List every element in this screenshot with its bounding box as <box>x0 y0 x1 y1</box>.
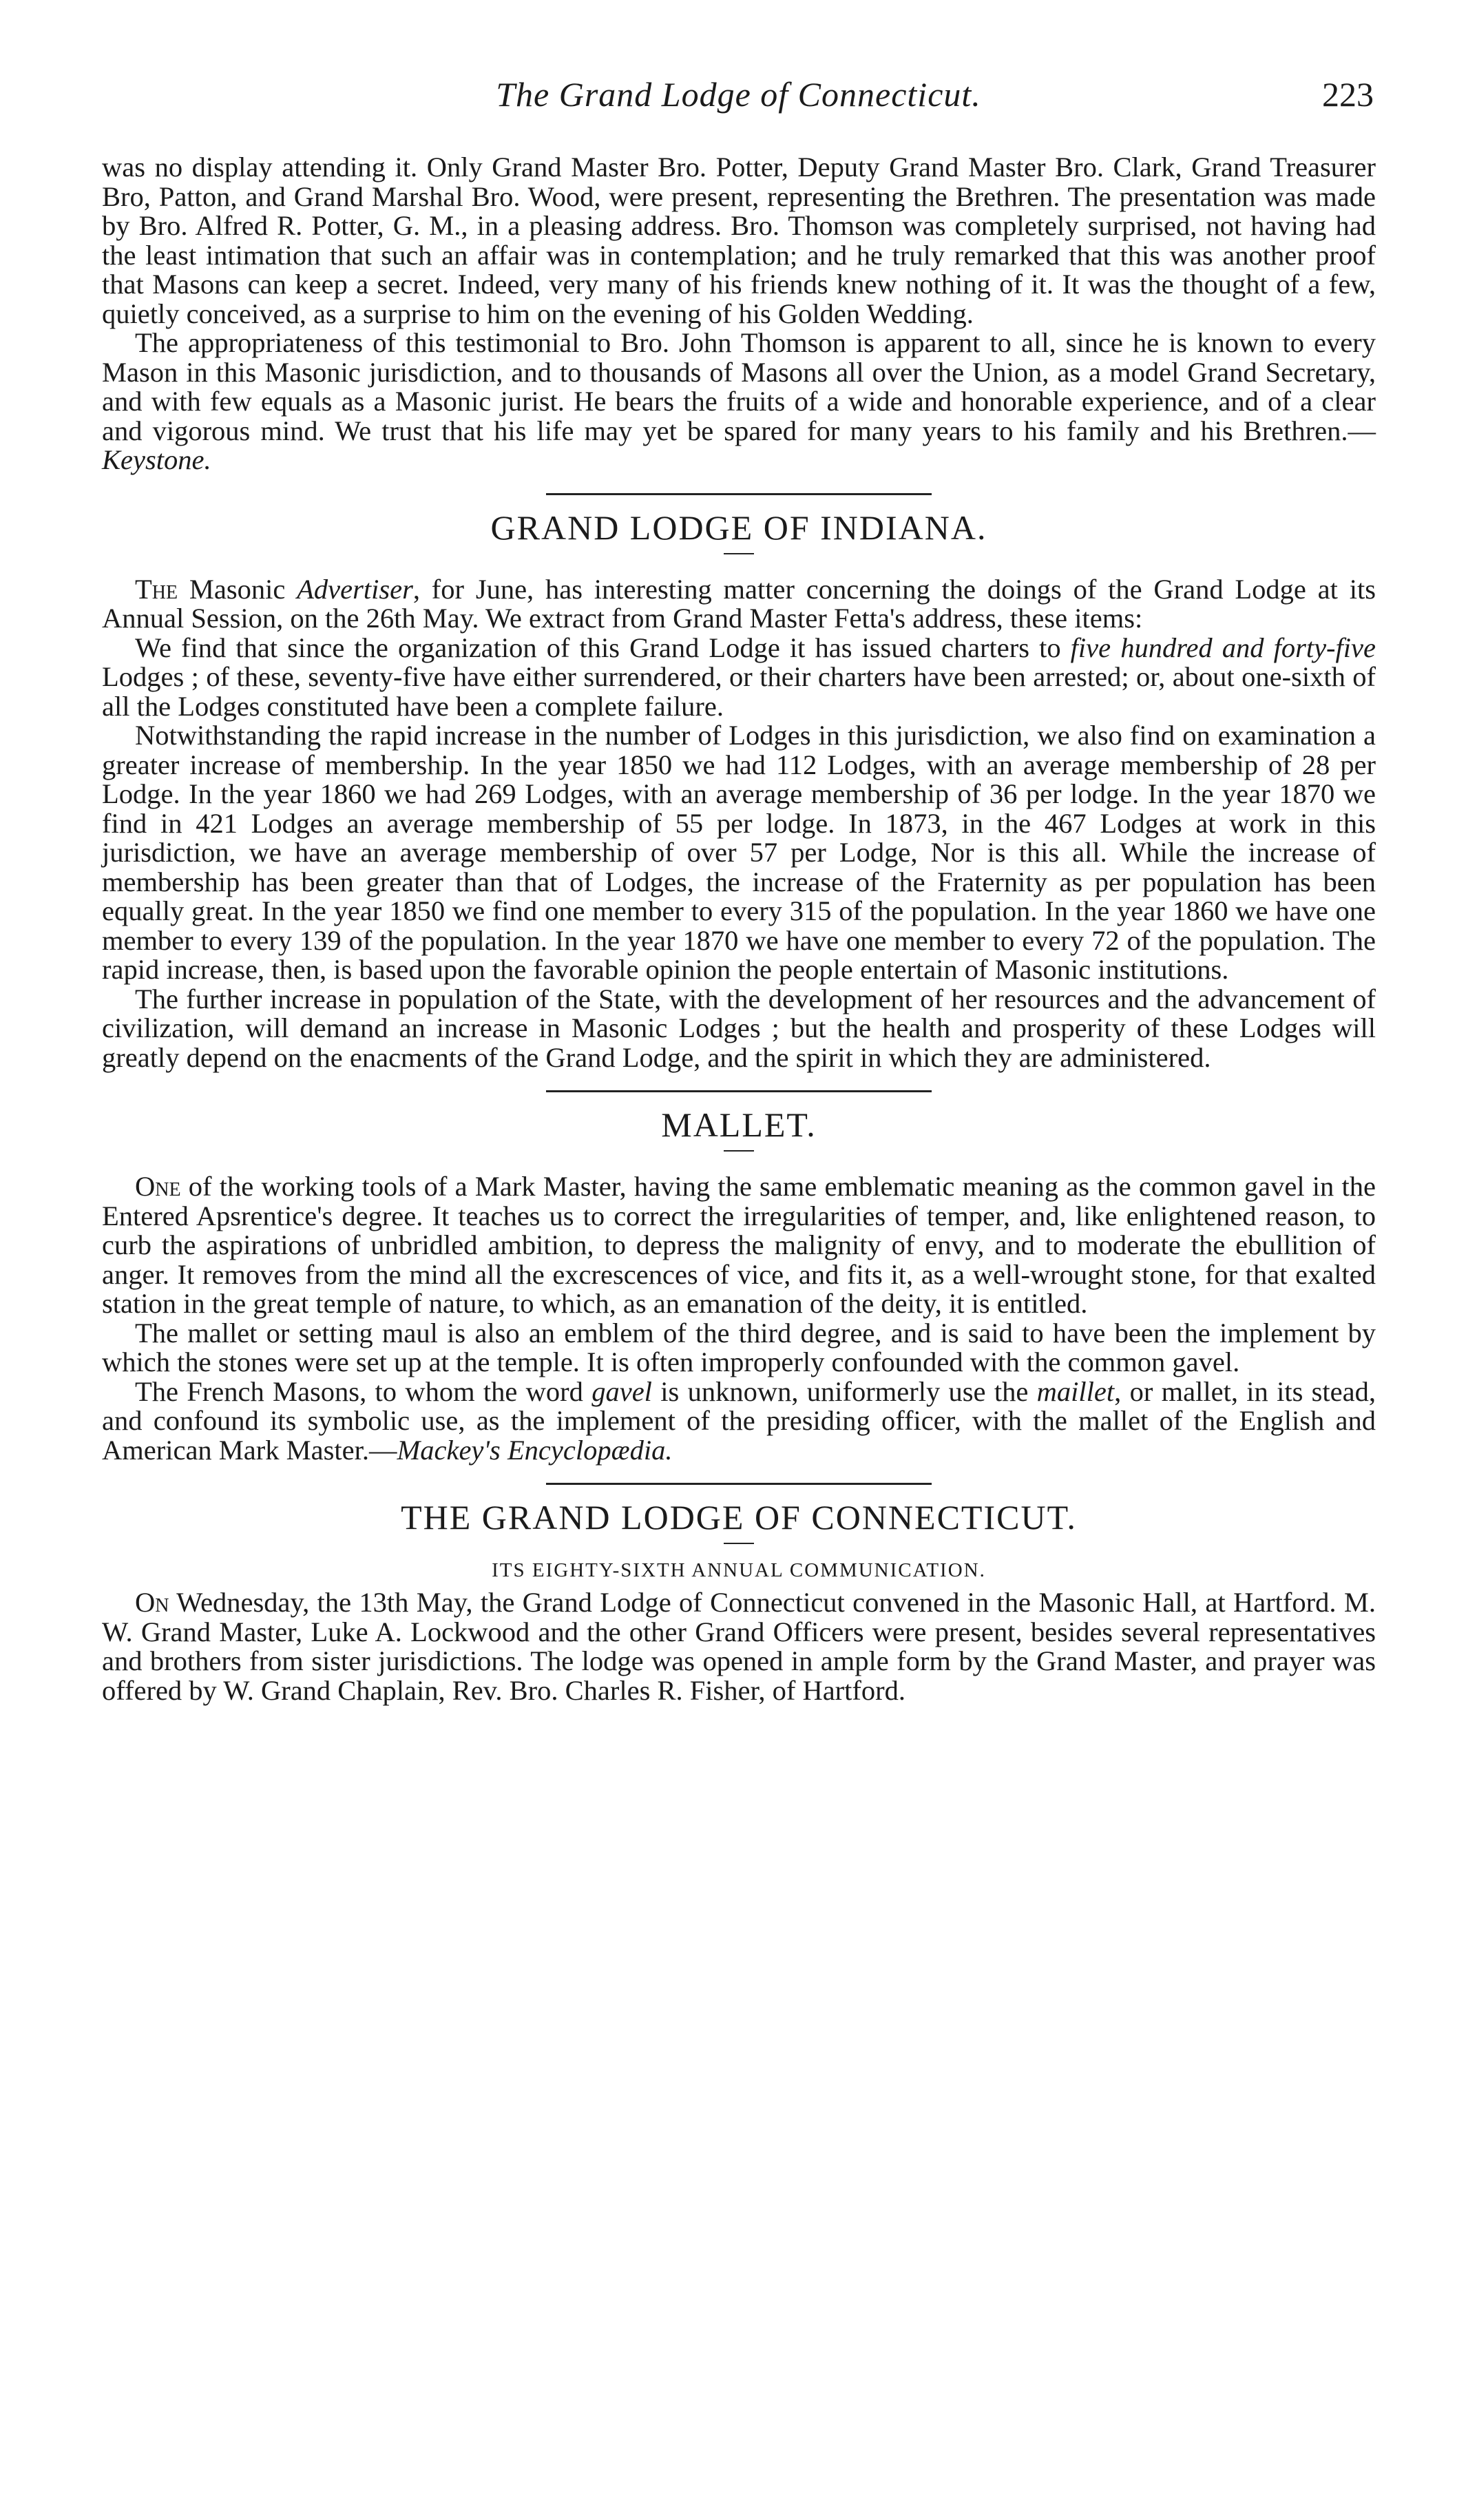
section-divider <box>546 1483 932 1485</box>
running-head-title: The Grand Lodge of Connecticut. <box>496 75 981 114</box>
paragraph-charters <box>102 634 1376 722</box>
text-run: of the working tools of a Mark Master, having the same emblematic meaning as the common gavel in the Entered Apsrentice's degree. It teaches us to correct the irregularities of temper, and, like enlightened reason, to curb the aspirations of unbridled ambition, to depress the malignity of envy, and to moderate the ebullition of anger. It removes from the mind all the excrescences of vice, and fits it, as a well-wrought stone, for that exalted station in the great temple of nature, to which, as an emanation of the deity, it is entitled. <box>102 1171 1376 1319</box>
lead-word: The <box>135 573 178 605</box>
charter-count: five hundred and forty-five <box>1070 632 1376 663</box>
heading-dash <box>724 1543 754 1544</box>
text-run: We find that since the organization of this Grand Lodge it has issued charters to <box>135 632 1071 663</box>
text-run: , or mallet, in its stead, and confound its symbolic use, as the implement of the presiding officer, with the mallet of the English and American Mark Master.— <box>102 1375 1376 1466</box>
text-run: The French Masons, to whom the word <box>135 1375 592 1407</box>
text-run: Wednesday, the 13th May, the Grand Lodge of Connecticut convened in the Masonic Hall, at Hartford. M. W. Grand Master, Luke A. Lockwood and the other Grand Officers were present, besides several representatives and brothers from sister jurisdictions. The lodge was opened in ample form by the Grand Master, and prayer was offered by W. Grand Chaplain, Rev. Bro. Charles R. Fisher, of Hartford. <box>102 1587 1376 1706</box>
source-mackey: Mackey's Encyclopædia. <box>397 1434 673 1466</box>
page-number: 223 <box>1322 75 1374 114</box>
section-connecticut <box>102 1497 1376 1705</box>
term-gavel: gavel <box>591 1375 652 1407</box>
publication-name: Advertiser <box>297 573 413 605</box>
text-run: is unknown, uniformerly use the <box>651 1375 1037 1407</box>
term-maillet: maillet <box>1036 1375 1115 1407</box>
section-divider <box>546 1090 932 1092</box>
heading-dash <box>724 553 754 554</box>
paragraph-french-masons <box>102 1377 1376 1466</box>
text-run: Masonic <box>178 573 297 605</box>
paragraph-advertiser <box>102 575 1376 634</box>
source-keystone: Keystone. <box>102 444 211 475</box>
heading-indiana: GRAND LODGE OF INDIANA. <box>490 508 987 547</box>
section-indiana <box>102 508 1376 1073</box>
paragraph-appropriateness <box>102 329 1376 475</box>
paragraph-setting-maul: The mallet or setting maul is also an emblem of the third degree, and is said to have been the implement by which the stones were set up at the temple. It is often improperly confounded with the common gavel. <box>102 1317 1376 1377</box>
section-thomson-testimonial <box>102 153 1376 475</box>
page-content <box>102 153 1376 1705</box>
paragraph-membership: Notwithstanding the rapid increase in the number of Lodges in this jurisdiction, we also find on examination a greater increase of membership. In the year 1850 we had 112 Lodges, with an average membership of 28 per Lodge. In the year 1860 we had 269 Lodges, with an average membership of 36 per lodge. In the year 1870 we find in 421 Lodges an average membership of 55 per lodge. In 1873, in the 467 Lodges at work in this jurisdiction, we have an average membership of over 57 per Lodge, Nor is this all. While the increase of membership has been greater than that of Lodges, the increase of the Fraternity as per population has been equally great. In the year 1850 we find one member to every 315 of the population. In the year 1860 we have one member to every 139 of the population. In the year 1870 we have one member to every 72 of the population. The rapid increase, then, is based upon the favorable opinion the people entertain of Masonic institutions. <box>102 720 1376 985</box>
text-run: , for June, has interesting matter concerning the doings of the Grand Lodge at its Annual Session, on the 26th May. We extract from Grand Master Fetta's address, these items: <box>102 573 1376 634</box>
heading-mallet: MALLET. <box>661 1105 817 1144</box>
section-mallet <box>102 1105 1376 1465</box>
paragraph-further-increase: The further increase in population of the State, with the development of her resources and the advancement of civilization, will demand an increase in Masonic Lodges ; but the health and prosperity of these Lodges will greatly depend on the enacments of the Grand Lodge, and the spirit in which they are administered. <box>102 983 1376 1073</box>
subheading-communication: ITS EIGHTY-SIXTH ANNUAL COMMUNICATION. <box>492 1559 986 1581</box>
running-head <box>103 74 1374 123</box>
lead-word: One <box>135 1171 181 1202</box>
lead-word: On <box>135 1587 169 1618</box>
paragraph-continuation: was no display attending it. Only Grand Master Bro. Potter, Deputy Grand Master Bro. Clark, Grand Treasurer Bro, Patton, and Grand Marshal Bro. Wood, were present, representing the Brethren. The presentation was made by Bro. Alfred R. Potter, G. M., in a pleasing address. Bro. Thomson was completely surprised, not having had the least intimation that such an affair was in contemplation; and he truly remarked that this was another proof that Masons can keep a secret. Indeed, very many of his friends knew nothing of it. It was the thought of a few, quietly conceived, as a surprise to him on the evening of his Golden Wedding. <box>102 152 1376 329</box>
paragraph-mallet-definition <box>102 1172 1376 1319</box>
text-run: Lodges ; of these, seventy-five have either surrendered, or their charters have been arrested; or, about one-sixth of all the Lodges constituted have been a complete failure. <box>102 661 1376 722</box>
heading-dash <box>724 1150 754 1152</box>
section-divider <box>546 493 932 495</box>
paragraph-appropriateness-text: The appropriateness of this testimonial to Bro. John Thomson is apparent to all, since he is known to every Mason in this Masonic jurisdiction, and to thousands of Masons all over the Union, as a model Grand Secretary, and with few equals as a Masonic jurist. He bears the fruits of a wide and honorable experience, and of a clear and vigorous mind. We trust that his life may yet be spared for many years to his family and his Brethren.— <box>102 327 1376 446</box>
paragraph-convened <box>102 1588 1376 1705</box>
heading-connecticut: THE GRAND LODGE OF CONNECTICUT. <box>401 1498 1077 1537</box>
